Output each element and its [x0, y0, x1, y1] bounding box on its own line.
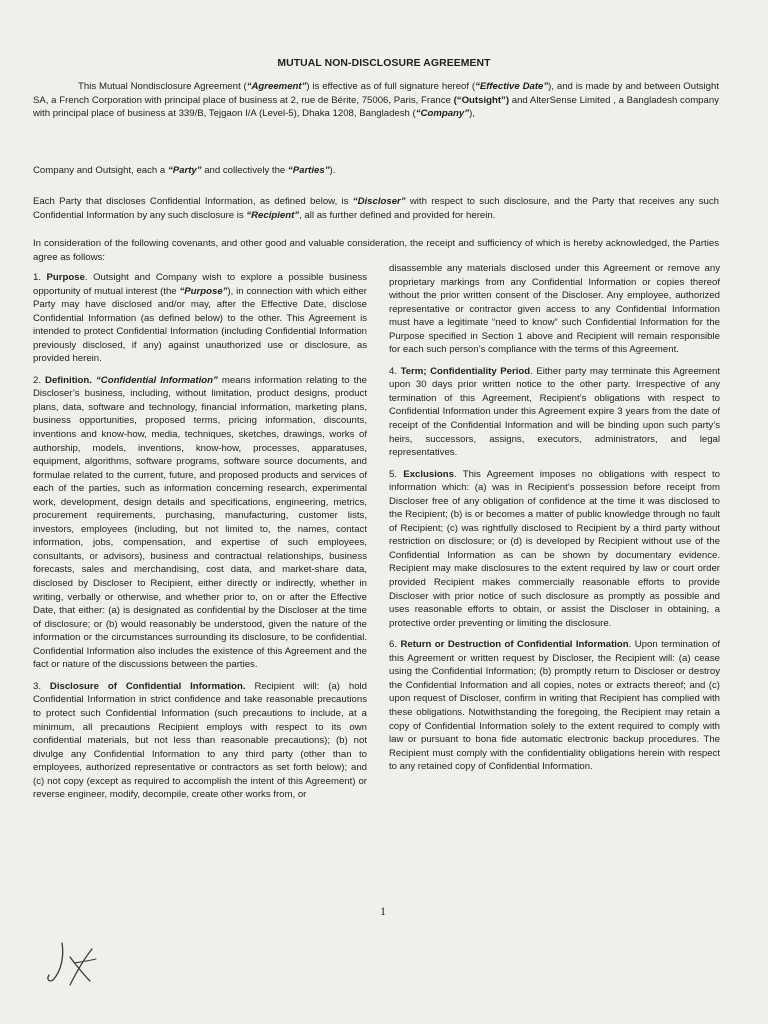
discloser-paragraph: Each Party that discloses Confidential Information, as defined below, is “Discloser” with respect to such disclosure, and the Party that receives any such Confidential Information by any such disclosure is “Recipient”, all as further defined and provided for herein. — [33, 196, 720, 221]
consideration-paragraph: In consideration of the following covenants, and other good and valuable consideration, the receipt and sufficiency of which is hereby acknowledged, the Parties agree as follows: — [33, 238, 719, 263]
section-return-destruction: 6. Return or Destruction of Confidential Information. Upon termination of this Agreement or written request by Discloser, the Recipient will: (a) cease using the Confidential Information; (b) promptly return to Discloser or destroy the Confidential Information and all copies, notes or extracts thereof; and (c) upon request of Discloser, confirm in writing that Recipient has complied with these obligations. Notwithstanding the foregoing, the Recipient may retain a copy of Confidential Information solely to the extent required to comply with law or pursuant to bona fide automatic electronic backup procedures. The Recipient must comply with the confidentiality obligations herein with respect to any retained copy of Confidential Information. — [389, 639, 720, 773]
left-column — [33, 271, 367, 810]
signature-initials — [40, 935, 100, 990]
page-number: 1 — [380, 904, 386, 918]
section-exclusions: 5. Exclusions. This Agreement imposes no obligations with respect to information which: (a) was in Recipient’s possession before receipt from Discloser free of any obligation of confidence at the time it was disclosed to the Recipient; (b) is or becomes a matter of public knowledge through no fault of Recipient; (c) was rightfully disclosed to Recipient by a third party without restriction on disclosure; or (d) is developed by Recipient without use of the Confidential Information as can be shown by documentary evidence. Recipient may make disclosures to the extent required by law or court order provided Recipient makes commercially reasonable efforts to provide Discloser with prior notice of such disclosure as promptly as possible and uses reasonable efforts to obtain, or assist the Discloser in obtaining, a protective order preventing or limiting the disclosure. — [389, 468, 720, 629]
document-title: MUTUAL NON-DISCLOSURE AGREEMENT — [277, 58, 491, 69]
section-definition: 2. Definition. “Confidential Information” means information relating to the Discloser’s business, including, without limitation, product designs, product plans, data, software and technology, financial information, marketing plans, business opportunities, proposed terms, pricing information, discounts, inventions and know-how, media, techniques, sketches, drawings, works of authorship, models, inventions, know-how, processes, apparatuses, equipment, algorithms, software programs, software source documents, and formulae related to the current, future, and proposed products and services of each of the parties, such as information concerning research, experimental work, development, design details and specifications, engineering, metrics, procurement requirements, purchasing, manufacturing, customer lists, investors, employees (including, but not limited to, the names, contact information, jobs, compensation, and expertise of such employees, consultants, or advisors), business and contractual relationships, business forecasts, sales and merchandising, cost data, and market-share data, disclosed by Discloser to Recipient, either directly or indirectly, whether in writing, verbally or otherwise, and whether prior to, on or after the Effective Date, that either: (a) is designated as confidential by the Discloser at the time of disclosure; or (b) would reasonably be understood, given the nature of the information or the circumstances surrounding its disclosure, to be confidential. Confidential Information also includes the existence of this Agreement and the fact or nature of the discussions between the parties. — [33, 374, 367, 671]
parties-paragraph: Company and Outsight, each a “Party” and collectively the “Parties”). — [33, 165, 336, 176]
section-purpose: 1. Purpose. Outsight and Company wish to explore a possible business opportunity of mutual interest (the “Purpose”), in connection with which either Party may have disclosed and/or may, after the Effective Date, disclose Confidential Information (as defined below) to the other. This Agreement is intended to protect Confidential Information (including Confidential Information previously disclosed, if any) against unauthorized use or disclosure, as provided herein. — [33, 272, 367, 365]
section-disclosure: 3. Disclosure of Confidential Information. Recipient will: (a) hold Confidential Information in strict confidence and take reasonable precautions to protect such Confidential Information (such precautions to include, at a minimum, all precautions Recipient employs with respect to its own confidential materials, but not less than reasonable precautions); (b) not divulge any Confidential Information to any third party (other than to employees, authorized representative or contractors as set forth below); and (c) not copy (except as required to accomplish the intent of this Agreement) or reverse engineer, modify, decompile, create other works from, or — [33, 680, 368, 801]
intro-paragraph: This Mutual Nondisclosure Agreement (“Agreement”) is effective as of full signature hereof (“Effective Date”), and is made by and between Outsight SA, a French Corporation with principal place of business at 2, rue de Bérite, 75006, Paris, France (“Outsight”) and AlterSense Limited , a Bangladesh company with principal place of business at 339/B, Tejgaon I/A (Level-5), Dhaka 1208, Bangladesh (“Company”), — [33, 81, 720, 120]
right-column — [389, 262, 720, 782]
section-term: 4. Term; Confidentiality Period. Either party may terminate this Agreement upon 30 days prior written notice to the other party. Irrespective of any termination of this Agreement, Recipient’s obligations with respect to Confidential Information under this Agreement expire 3 years from the date of receipt of the Confidential Information and will be binding upon such party’s heirs, successors, assigns, executors, administrators, and legal representatives. — [389, 365, 720, 459]
section-disclosure-continued: disassemble any materials disclosed under this Agreement or remove any proprietary markings from any Confidential Information or copies thereof without the prior written consent of the Discloser. Any employee, authorized representative or contractor given access to any Confidential Information must have a legitimate “need to know” such Confidential Information for the Purpose specified in Section 1 above and Recipient will remain responsible for each such person’s compliance with the terms of this Agreement. — [389, 263, 720, 356]
